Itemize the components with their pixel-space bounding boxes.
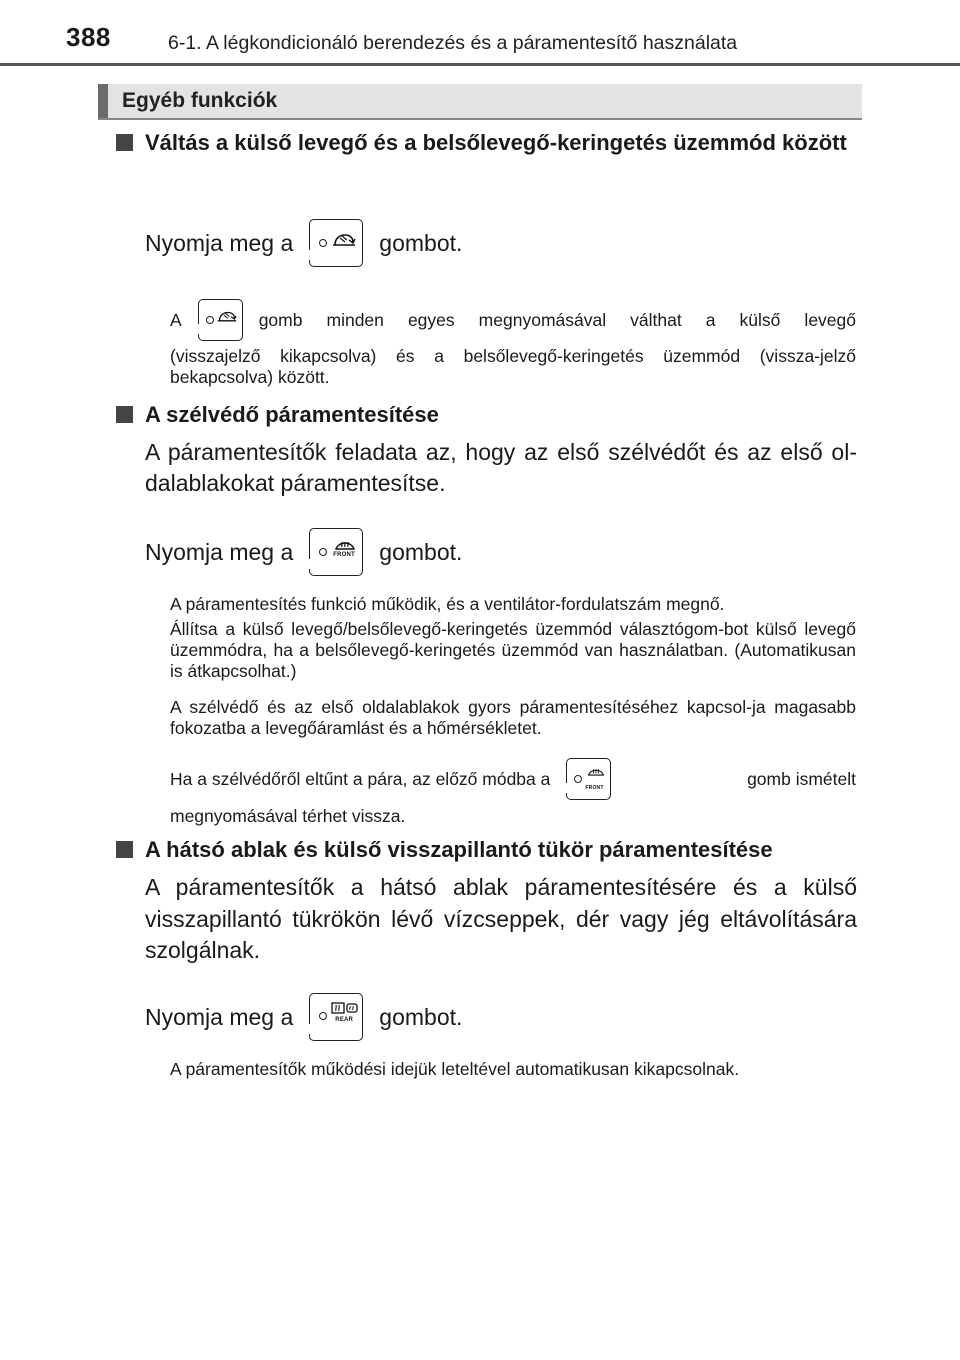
front-label: FRONT [333,552,355,558]
front-defroster-icon [334,537,356,551]
section-divider [98,118,862,120]
rear-press-instruction: Nyomja meg a REAR gombot. [145,992,462,1042]
front-label: FRONT [585,785,604,791]
recirculation-note-line1: A gomb minden egyes megnyomásával válthat a külső levegő [170,297,856,343]
rear-defogger-button [309,993,363,1041]
windshield-heading: A szélvédő páramentesítése [116,399,858,430]
windshield-note-2: Állítsa a külső levegő/belsőlevegő-keringetés üzemmód választógom-bot külső levegő üzemmódra, ha a belsőlevegő-keringetés üzemmód van használatban. (Automatikusan is átkapcsolhat.) [170,619,856,681]
bullet-square-icon [116,406,133,423]
indicator-light-icon [319,1012,327,1020]
air-recirculation-icon [331,232,357,250]
recirculation-note-rest: (visszajelző kikapcsolva) és a belsőlevegő-keringetés üzemmód (vissza-jelző bekapcsolva) között. [170,346,856,387]
chapter-title: 6-1. A légkondicionáló berendezés és a páramentesítő használata [168,32,738,54]
rear-label: REAR [335,1017,354,1023]
bullet-square-icon [116,841,133,858]
windshield-note-1: A páramentesítés funkció működik, és a ventilátor-fordulatszám megnő. [170,594,725,614]
rear-heading: A hátsó ablak és külső visszapillantó tükör páramentesítése [116,834,858,865]
front-defroster-button [309,528,363,576]
indicator-light-icon [206,316,214,324]
indicator-light-icon [319,239,327,247]
windshield-description: A páramentesítők feladata az, hogy az első szélvédőt és az első ol-dalablakokat páramentesítse. [145,439,857,496]
recirculation-press-instruction: Nyomja meg a gombot. [145,218,462,268]
windshield-note-4-line1: Ha a szélvédőről eltűnt a pára, az előző módba a FRONT gomb ismételt [170,757,856,801]
page-number: 388 [66,22,111,52]
front-defroster-icon [587,765,605,777]
header-divider [0,63,960,66]
bullet-square-icon [116,134,133,151]
section-title-bar [98,84,862,118]
windshield-note-3: A szélvédő és az első oldalablakok gyors páramentesítéséhez kapcsol-ja magasabb fokozatba a levegőáramlást és a hőmérsékletet. [170,697,856,738]
recirculation-button [309,219,363,267]
rear-defogger-icon [331,1001,359,1015]
front-defroster-button-inline [566,758,611,800]
rear-note: A páramentesítők működési idejük leteltével automatikusan kikapcsolnak. [170,1059,740,1079]
section-title: Egyéb funkciók [122,89,278,112]
recirculation-heading: Váltás a külső levegő és a belsőlevegő-keringetés üzemmód között [116,127,858,158]
recirculation-button-inline [198,299,243,341]
windshield-note-4-rest: megnyomásával térhet vissza. [170,806,406,826]
air-recirculation-icon [216,310,238,325]
windshield-press-instruction: Nyomja meg a FRONT gombot. [145,527,462,577]
indicator-light-icon [319,548,327,556]
rear-description: A páramentesítők a hátsó ablak páramentesítésére és a külső visszapillantó tükrökön lévő vízcseppek, dér vagy jég eltávolítására szolgálnak. [145,874,857,963]
indicator-light-icon [574,775,582,783]
